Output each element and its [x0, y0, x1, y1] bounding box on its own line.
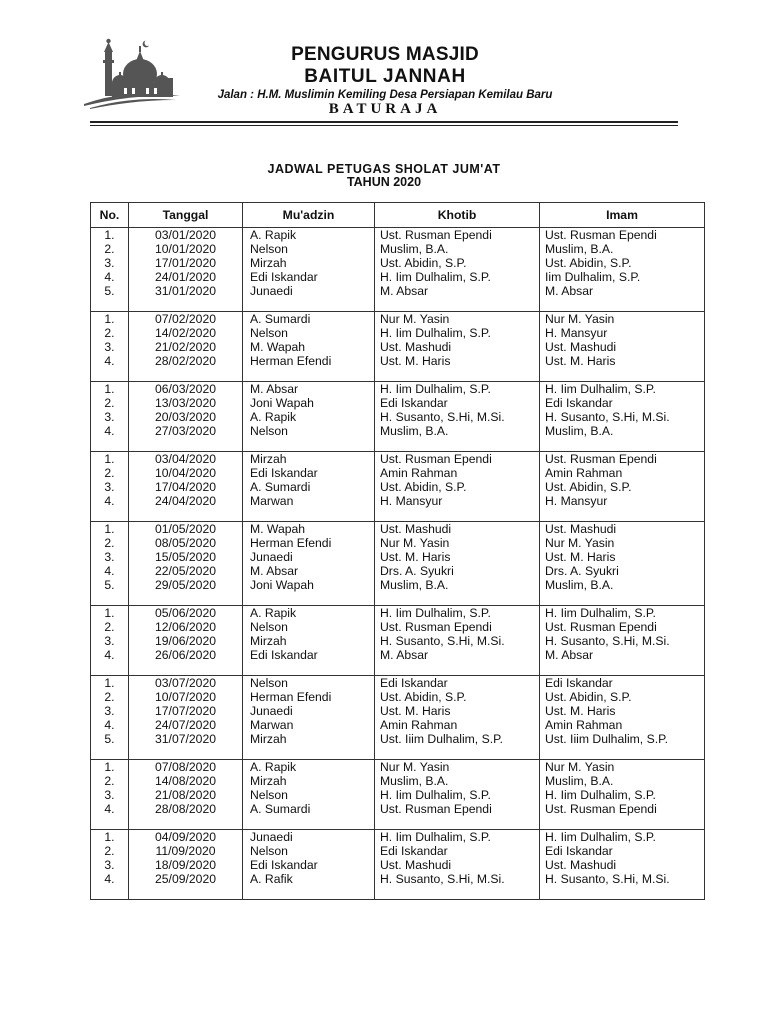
- entry-imam: Edi Iskandar: [545, 844, 613, 858]
- entry-khotib: H. Iim Dulhalim, S.P.: [380, 270, 491, 284]
- entry-no: 1.: [104, 677, 115, 690]
- entry-khotib: Ust. Rusman Ependi: [380, 802, 492, 816]
- entry-no: 3.: [104, 256, 115, 270]
- entry-muadzin: M. Absar: [250, 564, 299, 578]
- header-divider-thick: [90, 121, 678, 123]
- entry-khotib: Ust. Abidin, S.P.: [380, 480, 467, 494]
- entry-imam: Muslim, B.A.: [545, 578, 614, 592]
- schedule-month-group: [91, 676, 705, 760]
- entry-no: 5.: [104, 732, 115, 746]
- cell-muadzin: [243, 312, 375, 382]
- entry-date: 17/01/2020: [155, 256, 216, 270]
- entry-no: 1.: [104, 831, 115, 844]
- entry-imam: M. Absar: [545, 284, 594, 298]
- cell-date: [129, 452, 243, 522]
- entry-imam: Nur M. Yasin: [545, 536, 615, 550]
- entry-imam: Muslim, B.A.: [545, 774, 614, 788]
- entry-khotib: Ust. Mashudi: [380, 523, 452, 536]
- entry-date: 21/08/2020: [155, 788, 216, 802]
- cell-no: [91, 382, 129, 452]
- cell-khotib: [375, 830, 540, 900]
- entry-muadzin: Nelson: [250, 788, 288, 802]
- entry-khotib: H. Mansyur: [380, 494, 443, 508]
- schedule-month-group: [91, 228, 705, 312]
- entry-imam: H. Mansyur: [545, 326, 608, 340]
- entry-imam: Ust. Abidin, S.P.: [545, 480, 632, 494]
- entry-date: 03/04/2020: [155, 453, 216, 466]
- cell-no: [91, 606, 129, 676]
- entry-muadzin: A. Rapik: [250, 607, 297, 620]
- entry-imam: Ust. Mashudi: [545, 340, 617, 354]
- cell-imam: [540, 228, 705, 312]
- cell-khotib: [375, 522, 540, 606]
- cell-khotib: [375, 676, 540, 760]
- cell-imam: [540, 676, 705, 760]
- cell-no: [91, 830, 129, 900]
- entry-no: 2.: [104, 620, 115, 634]
- cell-khotib: [375, 312, 540, 382]
- entry-khotib: Ust. M. Haris: [380, 704, 451, 718]
- entry-imam: Ust. M. Haris: [545, 354, 616, 368]
- entry-no: 1.: [104, 453, 115, 466]
- entry-imam: Amin Rahman: [545, 718, 623, 732]
- entry-no: 4.: [104, 354, 115, 368]
- entry-khotib: Ust. Abidin, S.P.: [380, 690, 467, 704]
- entry-date: 28/08/2020: [155, 802, 216, 816]
- entry-date: 11/09/2020: [155, 844, 216, 858]
- entry-no: 4.: [104, 270, 115, 284]
- entry-khotib: H. Susanto, S.Hi, M.Si.: [380, 634, 505, 648]
- entry-date: 01/05/2020: [155, 523, 216, 536]
- entry-no: 2.: [104, 844, 115, 858]
- entry-date: 26/06/2020: [155, 648, 216, 662]
- entry-khotib: Edi Iskandar: [380, 677, 448, 690]
- entry-khotib: H. Iim Dulhalim, S.P.: [380, 831, 491, 844]
- entry-muadzin: M. Absar: [250, 383, 299, 396]
- table-header-row: [91, 203, 705, 228]
- entry-khotib: Ust. M. Haris: [380, 550, 451, 564]
- cell-khotib: [375, 228, 540, 312]
- schedule-month-group: [91, 382, 705, 452]
- entry-muadzin: Mirzah: [250, 732, 287, 746]
- cell-date: [129, 228, 243, 312]
- entry-muadzin: Herman Efendi: [250, 354, 332, 368]
- cell-muadzin: [243, 228, 375, 312]
- entry-khotib: Ust. Rusman Ependi: [380, 229, 492, 242]
- entry-date: 31/07/2020: [155, 732, 216, 746]
- column-header-tanggal: Tanggal: [129, 203, 243, 228]
- column-header-no: No.: [91, 203, 129, 228]
- entry-date: 10/01/2020: [155, 242, 216, 256]
- entry-muadzin: A. Rafik: [250, 872, 293, 886]
- entry-no: 4.: [104, 718, 115, 732]
- entry-date: 07/08/2020: [155, 761, 216, 774]
- entry-imam: Ust. Abidin, S.P.: [545, 690, 632, 704]
- entry-no: 1.: [104, 761, 115, 774]
- entry-khotib: Ust. Abidin, S.P.: [380, 256, 467, 270]
- cell-imam: [540, 606, 705, 676]
- entry-no: 1.: [104, 607, 115, 620]
- entry-khotib: Edi Iskandar: [380, 396, 448, 410]
- header-divider-thin: [90, 125, 678, 126]
- entry-imam: Muslim, B.A.: [545, 424, 614, 438]
- entry-imam: Ust. Rusman Ependi: [545, 802, 657, 816]
- entry-muadzin: A. Rapik: [250, 761, 297, 774]
- cell-muadzin: [243, 382, 375, 452]
- entry-imam: H. Mansyur: [545, 494, 608, 508]
- entry-khotib: H. Iim Dulhalim, S.P.: [380, 383, 491, 396]
- entry-muadzin: Mirzah: [250, 634, 287, 648]
- entry-muadzin: Mirzah: [250, 774, 287, 788]
- entry-date: 12/06/2020: [155, 620, 216, 634]
- entry-date: 29/05/2020: [155, 578, 216, 592]
- entry-khotib: H. Iim Dulhalim, S.P.: [380, 788, 491, 802]
- entry-muadzin: Marwan: [250, 718, 294, 732]
- schedule-month-group: [91, 452, 705, 522]
- entry-no: 3.: [104, 704, 115, 718]
- entry-khotib: H. Susanto, S.Hi, M.Si.: [380, 872, 505, 886]
- entry-imam: Muslim, B.A.: [545, 242, 614, 256]
- entry-muadzin: Edi Iskandar: [250, 858, 318, 872]
- entry-no: 1.: [104, 523, 115, 536]
- entry-imam: H. Iim Dulhalim, S.P.: [545, 788, 656, 802]
- entry-khotib: Ust. Mashudi: [380, 858, 452, 872]
- entry-khotib: Ust. Rusman Ependi: [380, 453, 492, 466]
- entry-muadzin: A. Sumardi: [250, 313, 311, 326]
- entry-imam: H. Susanto, S.Hi, M.Si.: [545, 410, 670, 424]
- entry-no: 3.: [104, 788, 115, 802]
- cell-imam: [540, 830, 705, 900]
- entry-date: 10/07/2020: [155, 690, 216, 704]
- entry-muadzin: Joni Wapah: [250, 396, 314, 410]
- cell-muadzin: [243, 522, 375, 606]
- entry-no: 4.: [104, 648, 115, 662]
- mosque-name: BAITUL JANNAH: [304, 66, 466, 87]
- entry-date: 15/05/2020: [155, 550, 216, 564]
- cell-no: [91, 312, 129, 382]
- entry-no: 2.: [104, 396, 115, 410]
- cell-muadzin: [243, 606, 375, 676]
- cell-muadzin: [243, 452, 375, 522]
- entry-imam: M. Absar: [545, 648, 594, 662]
- entry-imam: H. Susanto, S.Hi, M.Si.: [545, 634, 670, 648]
- schedule-month-group: [91, 312, 705, 382]
- entry-khotib: Muslim, B.A.: [380, 242, 449, 256]
- entry-date: 10/04/2020: [155, 466, 216, 480]
- schedule-month-group: [91, 760, 705, 830]
- entry-khotib: Muslim, B.A.: [380, 424, 449, 438]
- entry-khotib: Drs. A. Syukri: [380, 564, 454, 578]
- cell-date: [129, 676, 243, 760]
- entry-imam: Ust. M. Haris: [545, 550, 616, 564]
- entry-muadzin: Herman Efendi: [250, 536, 332, 550]
- cell-muadzin: [243, 676, 375, 760]
- entry-date: 06/03/2020: [155, 383, 216, 396]
- entry-date: 03/01/2020: [155, 229, 216, 242]
- entry-muadzin: Marwan: [250, 494, 294, 508]
- entry-khotib: Ust. M. Haris: [380, 354, 451, 368]
- entry-date: 20/03/2020: [155, 410, 216, 424]
- entry-khotib: Muslim, B.A.: [380, 578, 449, 592]
- entry-imam: Ust. Mashudi: [545, 523, 617, 536]
- cell-imam: [540, 522, 705, 606]
- mosque-logo-icon: [80, 38, 184, 110]
- entry-khotib: Edi Iskandar: [380, 844, 448, 858]
- entry-date: 19/06/2020: [155, 634, 216, 648]
- entry-date: 14/02/2020: [155, 326, 216, 340]
- entry-muadzin: A. Sumardi: [250, 802, 311, 816]
- entry-khotib: Ust. Mashudi: [380, 340, 452, 354]
- entry-date: 13/03/2020: [155, 396, 216, 410]
- entry-date: 03/07/2020: [155, 677, 216, 690]
- entry-no: 4.: [104, 802, 115, 816]
- cell-date: [129, 382, 243, 452]
- entry-muadzin: Joni Wapah: [250, 578, 314, 592]
- entry-no: 2.: [104, 242, 115, 256]
- entry-khotib: Muslim, B.A.: [380, 774, 449, 788]
- entry-muadzin: Nelson: [250, 677, 288, 690]
- entry-imam: Nur M. Yasin: [545, 761, 615, 774]
- entry-imam: Ust. Mashudi: [545, 858, 617, 872]
- entry-khotib: H. Iim Dulhalim, S.P.: [380, 326, 491, 340]
- entry-imam: Ust. Abidin, S.P.: [545, 256, 632, 270]
- entry-no: 4.: [104, 424, 115, 438]
- entry-date: 21/02/2020: [155, 340, 216, 354]
- entry-muadzin: Nelson: [250, 424, 288, 438]
- column-header-muadzin: Mu'adzin: [243, 203, 375, 228]
- schedule-month-group: [91, 522, 705, 606]
- entry-khotib: M. Absar: [380, 648, 429, 662]
- entry-muadzin: Mirzah: [250, 453, 287, 466]
- entry-muadzin: Junaedi: [250, 550, 293, 564]
- entry-khotib: H. Iim Dulhalim, S.P.: [380, 607, 491, 620]
- entry-no: 5.: [104, 284, 115, 298]
- cell-date: [129, 830, 243, 900]
- cell-imam: [540, 312, 705, 382]
- entry-no: 4.: [104, 872, 115, 886]
- entry-date: 27/03/2020: [155, 424, 216, 438]
- cell-imam: [540, 760, 705, 830]
- cell-no: [91, 228, 129, 312]
- entry-no: 3.: [104, 340, 115, 354]
- entry-imam: H. Iim Dulhalim, S.P.: [545, 383, 656, 396]
- entry-imam: Ust. Rusman Ependi: [545, 620, 657, 634]
- entry-no: 2.: [104, 690, 115, 704]
- entry-muadzin: Edi Iskandar: [250, 270, 318, 284]
- cell-date: [129, 312, 243, 382]
- entry-imam: Ust. Iiim Dulhalim, S.P.: [545, 732, 669, 746]
- entry-date: 31/01/2020: [155, 284, 216, 298]
- entry-imam: Edi Iskandar: [545, 677, 613, 690]
- column-header-imam: Imam: [540, 203, 705, 228]
- cell-imam: [540, 452, 705, 522]
- entry-no: 3.: [104, 550, 115, 564]
- entry-muadzin: M. Wapah: [250, 523, 306, 536]
- entry-no: 2.: [104, 326, 115, 340]
- entry-no: 1.: [104, 313, 115, 326]
- entry-imam: Ust. Rusman Ependi: [545, 453, 657, 466]
- entry-no: 3.: [104, 480, 115, 494]
- entry-muadzin: M. Wapah: [250, 340, 306, 354]
- schedule-table: [90, 202, 705, 900]
- entry-imam: Ust. M. Haris: [545, 704, 616, 718]
- entry-khotib: Amin Rahman: [380, 718, 458, 732]
- entry-no: 4.: [104, 564, 115, 578]
- address-line: Jalan : H.M. Muslimin Kemiling Desa Persiapan Kemilau Baru: [217, 89, 553, 101]
- entry-no: 3.: [104, 410, 115, 424]
- entry-date: 28/02/2020: [155, 354, 216, 368]
- entry-khotib: H. Susanto, S.Hi, M.Si.: [380, 410, 505, 424]
- cell-no: [91, 452, 129, 522]
- entry-muadzin: Nelson: [250, 242, 288, 256]
- cell-khotib: [375, 452, 540, 522]
- cell-khotib: [375, 760, 540, 830]
- entry-no: 4.: [104, 494, 115, 508]
- cell-no: [91, 522, 129, 606]
- entry-khotib: Amin Rahman: [380, 466, 458, 480]
- entry-muadzin: Edi Iskandar: [250, 648, 318, 662]
- entry-muadzin: Nelson: [250, 620, 288, 634]
- document-title: JADWAL PETUGAS SHOLAT JUM'AT: [267, 162, 501, 176]
- entry-muadzin: Herman Efendi: [250, 690, 332, 704]
- entry-no: 5.: [104, 578, 115, 592]
- organization-label: PENGURUS MASJID: [291, 44, 479, 65]
- entry-date: 25/09/2020: [155, 872, 216, 886]
- entry-date: 07/02/2020: [155, 313, 216, 326]
- entry-no: 2.: [104, 774, 115, 788]
- entry-no: 3.: [104, 634, 115, 648]
- entry-date: 22/05/2020: [155, 564, 216, 578]
- entry-khotib: Nur M. Yasin: [380, 313, 450, 326]
- entry-khotib: Ust. Rusman Ependi: [380, 620, 492, 634]
- entry-khotib: Nur M. Yasin: [380, 761, 450, 774]
- schedule-month-group: [91, 830, 705, 900]
- entry-muadzin: A. Sumardi: [250, 480, 311, 494]
- cell-muadzin: [243, 830, 375, 900]
- entry-muadzin: Mirzah: [250, 256, 287, 270]
- entry-muadzin: Junaedi: [250, 704, 293, 718]
- entry-muadzin: Nelson: [250, 326, 288, 340]
- entry-muadzin: Junaedi: [250, 831, 293, 844]
- entry-date: 17/04/2020: [155, 480, 216, 494]
- cell-khotib: [375, 606, 540, 676]
- entry-date: 24/01/2020: [155, 270, 216, 284]
- entry-date: 18/09/2020: [155, 858, 216, 872]
- cell-imam: [540, 382, 705, 452]
- entry-imam: Ust. Rusman Ependi: [545, 229, 657, 242]
- entry-imam: Iim Dulhalim, S.P.: [545, 270, 641, 284]
- entry-imam: H. Iim Dulhalim, S.P.: [545, 831, 656, 844]
- cell-no: [91, 760, 129, 830]
- entry-imam: Drs. A. Syukri: [545, 564, 619, 578]
- entry-date: 24/04/2020: [155, 494, 216, 508]
- entry-muadzin: A. Rapik: [250, 229, 297, 242]
- entry-muadzin: Edi Iskandar: [250, 466, 318, 480]
- entry-no: 1.: [104, 229, 115, 242]
- schedule-month-group: [91, 606, 705, 676]
- entry-khotib: M. Absar: [380, 284, 429, 298]
- entry-date: 14/08/2020: [155, 774, 216, 788]
- entry-date: 24/07/2020: [155, 718, 216, 732]
- cell-khotib: [375, 382, 540, 452]
- entry-no: 2.: [104, 536, 115, 550]
- entry-imam: Nur M. Yasin: [545, 313, 615, 326]
- entry-imam: H. Susanto, S.Hi, M.Si.: [545, 872, 670, 886]
- cell-muadzin: [243, 760, 375, 830]
- entry-muadzin: A. Rapik: [250, 410, 297, 424]
- entry-khotib: Ust. Iiim Dulhalim, S.P.: [380, 732, 504, 746]
- entry-date: 17/07/2020: [155, 704, 216, 718]
- cell-date: [129, 522, 243, 606]
- cell-no: [91, 676, 129, 760]
- entry-date: 04/09/2020: [155, 831, 216, 844]
- entry-no: 3.: [104, 858, 115, 872]
- document-year: TAHUN 2020: [346, 175, 422, 189]
- entry-date: 08/05/2020: [155, 536, 216, 550]
- entry-no: 2.: [104, 466, 115, 480]
- cell-date: [129, 760, 243, 830]
- entry-khotib: Nur M. Yasin: [380, 536, 450, 550]
- entry-no: 1.: [104, 383, 115, 396]
- city-name: BATURAJA: [328, 101, 442, 117]
- cell-date: [129, 606, 243, 676]
- entry-imam: H. Iim Dulhalim, S.P.: [545, 607, 656, 620]
- entry-muadzin: Nelson: [250, 844, 288, 858]
- entry-imam: Edi Iskandar: [545, 396, 613, 410]
- column-header-khotib: Khotib: [375, 203, 540, 228]
- entry-muadzin: Junaedi: [250, 284, 293, 298]
- entry-imam: Amin Rahman: [545, 466, 623, 480]
- entry-date: 05/06/2020: [155, 607, 216, 620]
